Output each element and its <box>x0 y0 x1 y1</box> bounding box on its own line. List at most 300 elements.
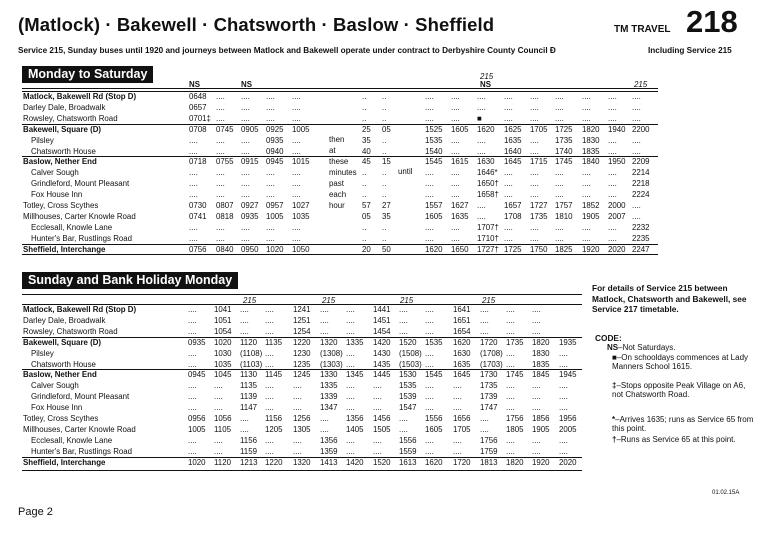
time-cell: .... <box>373 381 382 391</box>
time-cell: 1750 <box>530 244 548 254</box>
time-cell: .... <box>188 326 197 336</box>
stop-name: Grindleford, Mount Pleasant <box>31 392 130 402</box>
time-cell: .... <box>266 168 275 178</box>
time-cell: .... <box>216 135 225 145</box>
time-cell: .. <box>362 113 367 123</box>
time-cell: 1241 <box>293 305 311 314</box>
time-cell: .... <box>425 392 434 402</box>
time-cell: 2209 <box>632 157 650 167</box>
time-cell: 1145 <box>265 370 282 380</box>
stop-name: Grindleford, Mount Pleasant <box>31 179 130 189</box>
time-cell: .... <box>214 381 223 391</box>
time-cell: .... <box>451 113 460 123</box>
time-cell: 1620 <box>453 337 471 347</box>
time-cell: .... <box>216 233 225 243</box>
time-cell: .... <box>555 233 564 243</box>
time-cell: .... <box>632 113 641 123</box>
time-cell: .... <box>582 113 591 123</box>
time-cell: 1035 <box>292 211 310 221</box>
time-cell: 0755 <box>216 157 234 167</box>
time-cell: .... <box>425 348 434 358</box>
time-cell: .... <box>189 233 198 243</box>
time-cell: 1840 <box>582 157 600 167</box>
time-cell: .... <box>216 179 225 189</box>
time-cell: .. <box>362 92 367 101</box>
time-cell: .... <box>189 222 198 232</box>
time-cell: 2232 <box>632 222 650 232</box>
time-cell: 1005 <box>292 124 310 134</box>
column-header: NS <box>241 80 252 89</box>
time-cell: 1105 <box>214 424 231 434</box>
stop-name: Darley Dale, Broadwalk <box>23 102 106 112</box>
time-cell: 2235 <box>632 233 650 243</box>
time-cell: .... <box>480 414 489 423</box>
time-cell: .... <box>477 102 486 112</box>
page-number: Page 2 <box>18 506 53 518</box>
time-cell: .. <box>362 102 367 112</box>
time-cell: 1730 <box>480 370 498 380</box>
time-cell: .... <box>451 92 460 101</box>
time-cell: 1020 <box>214 337 232 347</box>
frequency-word: these <box>329 157 349 166</box>
time-cell: .... <box>241 233 250 243</box>
time-cell: .... <box>425 168 434 178</box>
time-cell: .... <box>632 92 641 101</box>
time-cell: .... <box>451 135 460 145</box>
time-cell: 1545 <box>425 157 443 167</box>
time-cell: 1430 <box>373 348 391 358</box>
time-cell: .... <box>346 435 355 445</box>
time-cell: .... <box>293 381 302 391</box>
time-cell: .... <box>188 403 197 413</box>
time-cell: .... <box>265 392 274 402</box>
time-cell: 1856 <box>532 414 550 423</box>
time-cell: .... <box>451 233 460 243</box>
stop-name: Rowsley, Chatsworth Road <box>23 113 118 123</box>
time-cell: .... <box>241 168 250 178</box>
column-header: NS <box>480 80 491 89</box>
time-cell: 35 <box>362 135 371 145</box>
time-cell: .... <box>453 392 462 402</box>
time-cell: 1130 <box>240 370 257 380</box>
time-cell: 1330 <box>320 370 338 380</box>
time-cell: .... <box>632 102 641 112</box>
time-cell: 1254 <box>293 326 311 336</box>
time-cell: 1005 <box>266 211 284 221</box>
time-cell: .... <box>425 305 434 314</box>
frequency-word: each <box>329 190 347 199</box>
time-cell: 40 <box>362 146 371 156</box>
time-cell: 0745 <box>216 124 234 134</box>
time-cell: .. <box>382 222 387 232</box>
time-cell: .... <box>530 168 539 178</box>
time-cell: 1654 <box>453 326 471 336</box>
time-cell: .... <box>532 403 541 413</box>
time-cell: .... <box>240 414 249 423</box>
time-cell: 1159 <box>240 446 257 456</box>
time-cell: 1710† <box>477 233 499 243</box>
time-cell: .... <box>292 168 301 178</box>
time-cell: .... <box>373 435 382 445</box>
time-cell: 1027 <box>292 201 310 210</box>
stop-name: Hunter's Bar, Rustlings Road <box>31 446 133 456</box>
time-cell: 20 <box>362 244 371 254</box>
time-cell: .... <box>453 403 462 413</box>
time-cell: .... <box>241 190 250 200</box>
time-cell: .... <box>216 102 225 112</box>
time-cell: 1725 <box>504 244 522 254</box>
time-cell: 0718 <box>189 157 207 167</box>
group-rule <box>22 304 582 305</box>
time-cell: .... <box>480 326 489 336</box>
time-cell: 1950 <box>608 157 626 167</box>
time-cell: 1054 <box>214 326 232 336</box>
stop-name: Ecclesall, Knowle Lane <box>31 435 113 445</box>
time-cell: 1520 <box>373 457 391 467</box>
time-cell: (1708) <box>480 348 503 358</box>
time-cell: .... <box>292 233 301 243</box>
time-cell: .... <box>530 146 539 156</box>
time-cell: 1735 <box>555 135 573 145</box>
time-cell: .... <box>530 135 539 145</box>
time-cell: .... <box>504 222 513 232</box>
time-cell: 1535 <box>425 135 443 145</box>
time-cell: .... <box>265 315 274 325</box>
time-cell: .... <box>582 233 591 243</box>
time-cell: 2247 <box>632 244 650 254</box>
time-cell: .... <box>504 233 513 243</box>
legend-item <box>612 353 757 372</box>
time-cell: 0756 <box>189 244 207 254</box>
time-cell: .... <box>504 113 513 123</box>
time-cell: 1356 <box>320 435 338 445</box>
time-cell: .... <box>559 392 568 402</box>
stop-name: Sheffield, Interchange <box>23 457 106 467</box>
time-cell: .... <box>555 102 564 112</box>
stop-name: Pilsley <box>31 135 54 145</box>
time-cell: .. <box>382 190 387 200</box>
time-cell: .... <box>240 424 249 434</box>
time-cell: 2005 <box>559 424 577 434</box>
page-title: (Matlock) · Bakewell · Chatsworth · Baslow · Sheffield <box>18 14 495 35</box>
legend-text: –Not Saturdays. <box>618 343 676 352</box>
time-cell: .... <box>506 446 515 456</box>
time-cell: .... <box>530 92 539 101</box>
time-cell: .. <box>382 146 387 156</box>
time-cell: 1120 <box>240 337 257 347</box>
time-cell: .... <box>216 113 225 123</box>
time-cell: .... <box>451 168 460 178</box>
time-cell: .... <box>530 179 539 189</box>
time-cell: 1251 <box>293 315 311 325</box>
frequency-word: hour <box>329 201 345 210</box>
time-cell: .... <box>608 146 617 156</box>
until-word: until <box>398 167 413 176</box>
time-cell: 0701‡ <box>189 113 211 123</box>
time-cell: .. <box>382 135 387 145</box>
time-cell: 1646* <box>477 168 498 178</box>
time-cell: 0935 <box>241 211 259 221</box>
frequency-word: minutes <box>329 168 357 177</box>
time-cell: 0657 <box>189 102 207 112</box>
time-cell: .... <box>346 348 355 358</box>
time-cell: .... <box>346 305 355 314</box>
time-cell: .... <box>399 414 408 423</box>
time-cell: .. <box>362 233 367 243</box>
time-cell: .... <box>532 305 541 314</box>
time-cell: 0905 <box>241 124 259 134</box>
time-cell: 2000 <box>608 201 626 210</box>
time-cell: .... <box>425 446 434 456</box>
time-cell: 0807 <box>216 201 234 210</box>
legend-key: NS <box>607 343 619 352</box>
time-cell: .... <box>189 190 198 200</box>
time-cell: .... <box>399 305 408 314</box>
time-cell: 1356 <box>346 414 364 423</box>
group-rule <box>22 369 582 370</box>
time-cell: 1525 <box>425 124 443 134</box>
time-cell: .... <box>555 92 564 101</box>
time-cell: 05 <box>362 211 371 221</box>
time-cell: .... <box>555 168 564 178</box>
time-cell: 1735 <box>480 381 498 391</box>
time-cell: .... <box>293 446 302 456</box>
time-cell: 1035 <box>214 359 232 369</box>
time-cell: 1256 <box>293 414 311 423</box>
time-cell: .... <box>532 326 541 336</box>
time-cell: 1339 <box>320 392 338 402</box>
time-cell: 1720 <box>453 457 471 467</box>
time-cell: 1852 <box>582 201 600 210</box>
time-cell: .... <box>532 446 541 456</box>
time-cell: .... <box>477 92 486 101</box>
time-cell: .... <box>241 135 250 145</box>
time-cell: .. <box>382 113 387 123</box>
weekday-bottom-rule <box>22 254 658 255</box>
time-cell: 1359 <box>320 446 338 456</box>
time-cell: 1651 <box>453 315 471 325</box>
time-cell: .... <box>532 435 541 445</box>
time-cell: .. <box>362 168 367 178</box>
time-cell: .... <box>506 326 515 336</box>
time-cell: 0945 <box>266 157 284 167</box>
time-cell: 2007 <box>608 211 626 221</box>
time-cell: 0840 <box>216 244 234 254</box>
time-cell: 1645 <box>453 370 471 380</box>
time-cell: .... <box>582 102 591 112</box>
stop-name: Totley, Cross Scythes <box>23 201 99 210</box>
time-cell: .... <box>425 359 434 369</box>
time-cell: .... <box>320 326 329 336</box>
time-cell: 1605 <box>451 124 469 134</box>
time-cell: 1920 <box>582 244 600 254</box>
code-title: CODE: <box>595 333 622 343</box>
legend-text: –On schooldays commences at Lady Manners School 1615. <box>612 353 749 372</box>
time-cell: .. <box>382 233 387 243</box>
time-cell: 1535 <box>399 381 417 391</box>
time-cell: .... <box>555 222 564 232</box>
time-cell: .... <box>346 315 355 325</box>
stop-name: Fox House Inn <box>31 403 83 413</box>
time-cell: .... <box>559 446 568 456</box>
time-cell: 1030 <box>214 348 232 358</box>
time-cell: 1935 <box>559 337 577 347</box>
service-label: 215 <box>400 296 414 305</box>
time-cell: 1630 <box>477 157 495 167</box>
time-cell: .... <box>480 315 489 325</box>
time-cell: 1645 <box>504 157 522 167</box>
legend-item <box>612 415 757 434</box>
time-cell: 1605 <box>425 211 443 221</box>
stop-name: Hunter's Bar, Rustlings Road <box>31 233 133 243</box>
time-cell: .... <box>608 190 617 200</box>
time-cell: 1845 <box>532 370 550 380</box>
time-cell: .... <box>293 403 302 413</box>
time-cell: 0915 <box>241 157 259 167</box>
time-cell: .... <box>559 403 568 413</box>
time-cell: .... <box>266 92 275 101</box>
time-cell: .... <box>453 435 462 445</box>
stop-name: Baslow, Nether End <box>23 370 97 380</box>
time-cell: 1305 <box>293 424 311 434</box>
time-cell: .... <box>240 315 249 325</box>
time-cell: 1557 <box>425 201 443 210</box>
time-cell: .... <box>532 315 541 325</box>
time-cell: .... <box>320 414 329 423</box>
time-cell: 0648 <box>189 92 207 101</box>
time-cell: .... <box>214 392 223 402</box>
time-cell: .... <box>293 392 302 402</box>
time-cell: 1456 <box>373 414 391 423</box>
time-cell: .... <box>189 146 198 156</box>
time-cell: 1147 <box>240 403 257 413</box>
sunday-bottom-rule <box>22 470 582 471</box>
time-cell: 05 <box>382 124 391 134</box>
time-cell: .... <box>608 113 617 123</box>
time-cell: (1303) <box>320 359 343 369</box>
group-rule <box>22 244 658 245</box>
time-cell: 1820 <box>532 337 550 347</box>
time-cell: .... <box>608 92 617 101</box>
time-cell: .... <box>555 179 564 189</box>
time-cell: 1825 <box>555 244 573 254</box>
time-cell: 1705 <box>530 124 548 134</box>
time-cell: .... <box>188 435 197 445</box>
time-cell: 1635 <box>504 135 522 145</box>
time-cell: 1640 <box>504 146 522 156</box>
time-cell: .... <box>477 146 486 156</box>
time-cell: 1727† <box>477 244 499 254</box>
time-cell: .... <box>425 179 434 189</box>
time-cell: (1108) <box>240 348 263 358</box>
time-cell: .... <box>425 403 434 413</box>
time-cell: (1703) <box>480 359 503 369</box>
time-cell: .... <box>266 190 275 200</box>
time-cell: 57 <box>362 201 371 210</box>
time-cell: .... <box>346 359 355 369</box>
weekday-heading: Monday to Saturday <box>22 66 153 83</box>
service-label: 215 <box>243 296 257 305</box>
time-cell: 1347 <box>320 403 338 413</box>
time-cell: 1657 <box>504 201 522 210</box>
time-cell: .... <box>241 92 250 101</box>
time-cell: .... <box>266 102 275 112</box>
time-cell: 1707† <box>477 222 499 232</box>
stop-name: Sheffield, Interchange <box>23 244 106 254</box>
time-cell: .... <box>453 446 462 456</box>
time-cell: 1630 <box>453 348 471 358</box>
time-cell: .... <box>292 135 301 145</box>
service-label: 215 <box>482 296 496 305</box>
legend-key: † <box>612 435 617 444</box>
time-cell: 1420 <box>346 457 364 467</box>
time-cell: 27 <box>382 201 391 210</box>
time-cell: 1451 <box>373 315 391 325</box>
time-cell: 1756 <box>506 414 524 423</box>
document-code: 01.02.15A <box>712 490 740 496</box>
stop-name: Chatsworth House <box>31 146 96 156</box>
time-cell: .... <box>265 305 274 314</box>
time-cell: 1320 <box>320 337 338 347</box>
time-cell: .... <box>425 381 434 391</box>
time-cell: .... <box>292 179 301 189</box>
time-cell: 1015 <box>292 157 310 167</box>
legend-text: –Stops opposite Peak Village on A6, not Chatsworth Road. <box>612 381 746 400</box>
column-header: NS <box>189 80 200 89</box>
time-cell: .... <box>320 305 329 314</box>
time-cell: 1905 <box>582 211 600 221</box>
time-cell: (1503) <box>399 359 422 369</box>
time-cell: .... <box>506 315 515 325</box>
time-cell: 1205 <box>265 424 283 434</box>
time-cell: .... <box>216 146 225 156</box>
time-cell: .... <box>399 424 408 434</box>
time-cell: .... <box>265 435 274 445</box>
time-cell: .... <box>189 168 198 178</box>
time-cell: 1220 <box>265 457 283 467</box>
time-cell: 1539 <box>399 392 417 402</box>
time-cell: 1650† <box>477 179 499 189</box>
legend-item <box>612 381 757 400</box>
time-cell: 1756 <box>480 435 498 445</box>
time-cell: .... <box>608 222 617 232</box>
time-cell: .... <box>555 113 564 123</box>
time-cell: .... <box>399 315 408 325</box>
time-cell: 1405 <box>346 424 364 434</box>
time-cell: 1956 <box>559 414 577 423</box>
time-cell: .... <box>451 179 460 189</box>
time-cell: .... <box>373 446 382 456</box>
time-cell: .... <box>451 222 460 232</box>
time-cell: 0730 <box>189 201 207 210</box>
time-cell: .... <box>451 102 460 112</box>
time-cell: 50 <box>382 244 391 254</box>
time-cell: (1308) <box>320 348 343 358</box>
time-cell: 1745 <box>555 157 573 167</box>
time-cell: .... <box>425 233 434 243</box>
time-cell: 1135 <box>240 381 257 391</box>
time-cell: .... <box>532 381 541 391</box>
stop-name: Ecclesall, Knowle Lane <box>31 222 113 232</box>
time-cell: .... <box>346 392 355 402</box>
time-cell: .... <box>532 392 541 402</box>
time-cell: .... <box>373 403 382 413</box>
time-cell: .... <box>559 359 568 369</box>
stop-name: Baslow, Nether End <box>23 157 97 167</box>
time-cell: 2218 <box>632 179 650 189</box>
stop-name: Bakewell, Square (D) <box>23 124 102 134</box>
time-cell: .... <box>266 233 275 243</box>
